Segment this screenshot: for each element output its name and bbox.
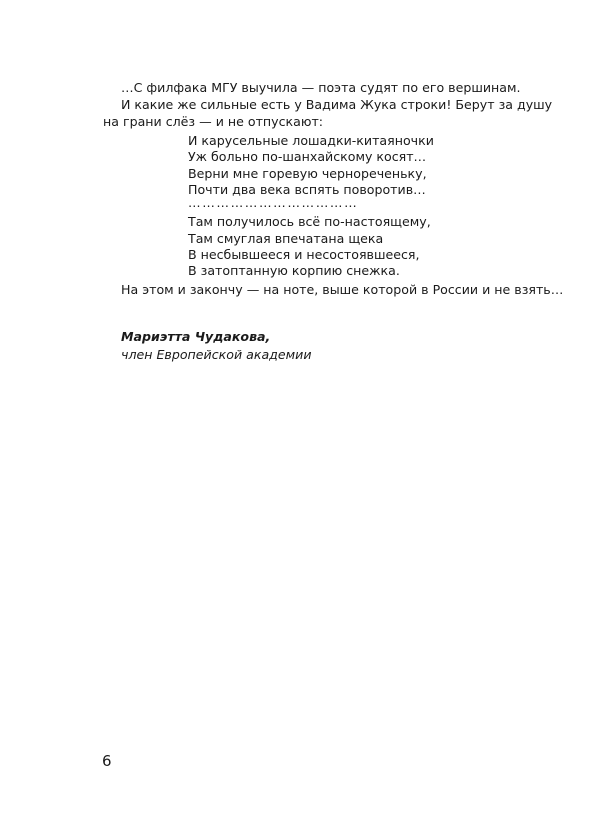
- verse-line: Там смуглая впечатана щека: [188, 230, 384, 246]
- verse-line: В затоптанную корпию снежка.: [188, 263, 400, 279]
- page-number: 6: [102, 752, 112, 770]
- verse-line: Там получилось всё по-настоящему,: [188, 214, 431, 230]
- poem-quote: [188, 132, 523, 279]
- closing-paragraph: На этом и закончу — на ноте, выше которой в России и не взять…: [121, 281, 564, 297]
- intro-paragraph-2-line-2: на грани слёз — и не отпускают:: [103, 114, 324, 129]
- verse-line: И карусельные лошадки-китаяночки: [188, 133, 434, 148]
- author-title: член Европейской академии: [121, 346, 312, 362]
- intro-paragraph-2-line-1: И какие же сильные есть у Вадима Жука строки! Берут за душу: [121, 97, 553, 112]
- author-name: Мариэтта Чудакова,: [121, 329, 271, 344]
- verse-line: Уж больно по-шанхайскому косят…: [188, 149, 427, 165]
- verse-ellipsis-divider: ………………………………: [188, 195, 359, 211]
- verse-line: Верни мне горевую чернореченьку,: [188, 165, 427, 181]
- author-signature: [121, 328, 312, 363]
- verse-line: В несбывшееся и несостоявшееся,: [188, 247, 420, 263]
- verse-line: Почти два века вспять поворотив…: [188, 181, 426, 197]
- intro-paragraph-1: …С филфака МГУ выучила — поэта судят по его вершинам.: [121, 80, 521, 95]
- main-text: [103, 79, 564, 298]
